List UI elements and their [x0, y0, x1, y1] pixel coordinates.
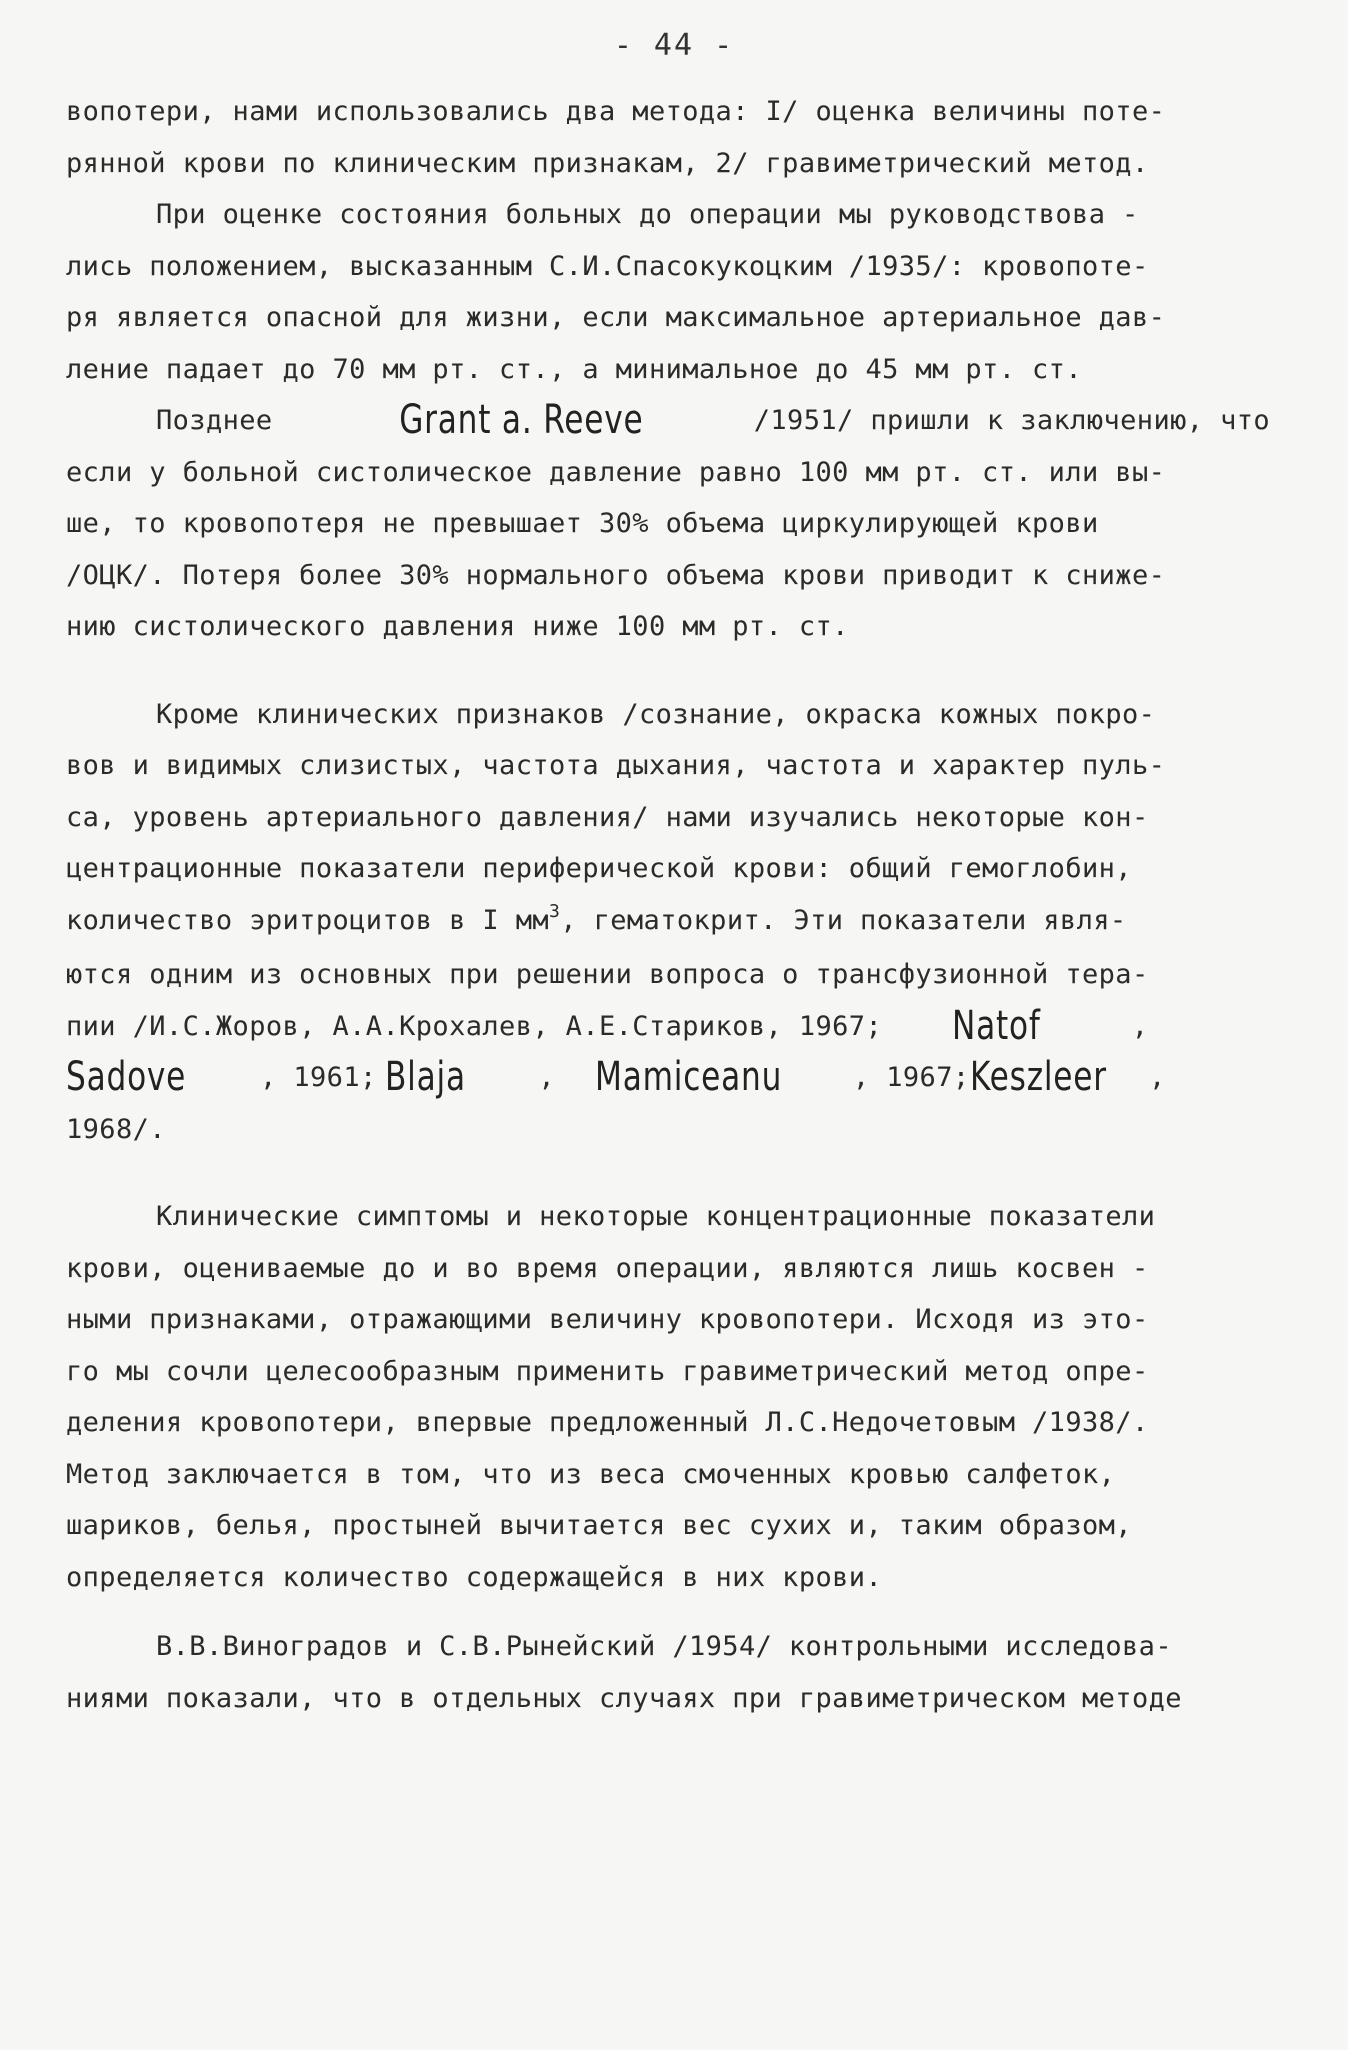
- text-line: центрационные показатели периферической крови: общий гемоглобин,: [66, 853, 1132, 884]
- text-line: ются одним из основных при решении вопроса о трансфузионной тера-: [66, 959, 1149, 990]
- text-line: определяется количество содержащейся в них крови.: [66, 1561, 883, 1593]
- text-line-with-handwriting: [66, 1001, 1286, 1053]
- page-number: - 44 -: [613, 28, 735, 63]
- text-line: /ОЦК/. Потеря более 30% нормального объема крови приводит к сниже-: [66, 559, 1166, 591]
- text-line: ше, то кровопотеря не превышает 30% объема циркулирующей крови: [66, 508, 1099, 539]
- text-line-with-superscript: [66, 895, 1286, 950]
- body-text: [66, 86, 1286, 1724]
- text-line: если у больной систолическое давление равно 100 мм рт. ст. или вы-: [66, 456, 1166, 488]
- text-segment: , 1967;: [852, 1062, 970, 1093]
- text-line: лись положением, высказанным С.И.Спасокукоцким /1935/: кровопоте-: [66, 250, 1149, 282]
- handwritten-author-name: Natof: [952, 1002, 1041, 1049]
- text-line: При оценке состояния больных до операции мы руководствова -: [156, 199, 1139, 230]
- text-line: вов и видимых слизистых, частота дыхания, частота и характер пуль-: [66, 750, 1166, 781]
- text-line: 1968/.: [66, 1113, 166, 1145]
- text-line: Клинические симптомы и некоторые концентрационные показатели: [156, 1201, 1156, 1232]
- text-segment: ,: [1131, 1010, 1149, 1042]
- text-segment: количество эритроцитов в I мм: [66, 904, 550, 936]
- text-line: Кроме клинических признаков /сознание, окраска кожных покро-: [156, 698, 1156, 730]
- text-segment: , 1961;: [260, 1062, 377, 1093]
- handwritten-author-name: Mamiceanu: [595, 1054, 783, 1100]
- text-line: го мы сочли целесообразным применить гравиметрический метод опре-: [66, 1355, 1149, 1387]
- text-segment: пии /И.С.Жоров, А.А.Крохалев, А.Е.Стариков, 1967;: [66, 1010, 883, 1042]
- text-line: вопотери, нами использовались два метода: I/ оценка величины поте-: [66, 96, 1166, 127]
- text-line: ниями показали, что в отдельных случаях при гравиметрическом методе: [66, 1682, 1182, 1714]
- text-line: ными признаками, отражающими величину кровопотери. Исходя из это-: [66, 1304, 1149, 1335]
- text-line: крови, оцениваемые до и во время операции, являются лишь косвен -: [66, 1252, 1149, 1284]
- text-segment: ,: [1148, 1062, 1166, 1093]
- superscript: 3: [549, 900, 561, 922]
- handwritten-author-name: Blaja: [384, 1054, 466, 1100]
- text-segment: /1951/ пришли к заключению, что: [753, 405, 1271, 436]
- text-segment: , гематокрит. Эти показатели явля-: [560, 904, 1127, 936]
- text-line: нию систолического давления ниже 100 мм рт. ст.: [66, 611, 849, 642]
- text-line: ление падает до 70 мм рт. ст., а минимальное до 45 мм рт. ст.: [66, 353, 1082, 385]
- text-line-with-handwriting: [66, 395, 1286, 447]
- text-line: са, уровень артериального давления/ нами изучались некоторые кон-: [66, 801, 1149, 833]
- text-line: Метод заключается в том, что из веса смоченных кровью салфеток,: [66, 1458, 1116, 1490]
- text-line: деления кровопотери, впервые предложенный Л.С.Недочетовым /1938/.: [66, 1407, 1149, 1438]
- handwritten-author-name: Keszleer: [969, 1054, 1107, 1100]
- text-segment: Позднее: [156, 405, 273, 436]
- text-line: В.В.Виноградов и С.В.Рынейский /1954/ контрольными исследова-: [156, 1631, 1172, 1662]
- text-segment: ,: [538, 1062, 555, 1093]
- handwritten-author-name: Grant a. Reeve: [398, 397, 644, 443]
- text-line: шариков, белья, простыней вычитается вес сухих и, таким образом,: [66, 1510, 1132, 1541]
- text-line: ря является опасной для жизни, если максимальное артериальное дав-: [66, 302, 1166, 333]
- text-line-with-handwriting: [66, 1052, 1286, 1104]
- text-line: рянной крови по клиническим признакам, 2/ гравиметрический метод.: [66, 147, 1149, 179]
- handwritten-author-name: Sadove: [66, 1054, 187, 1100]
